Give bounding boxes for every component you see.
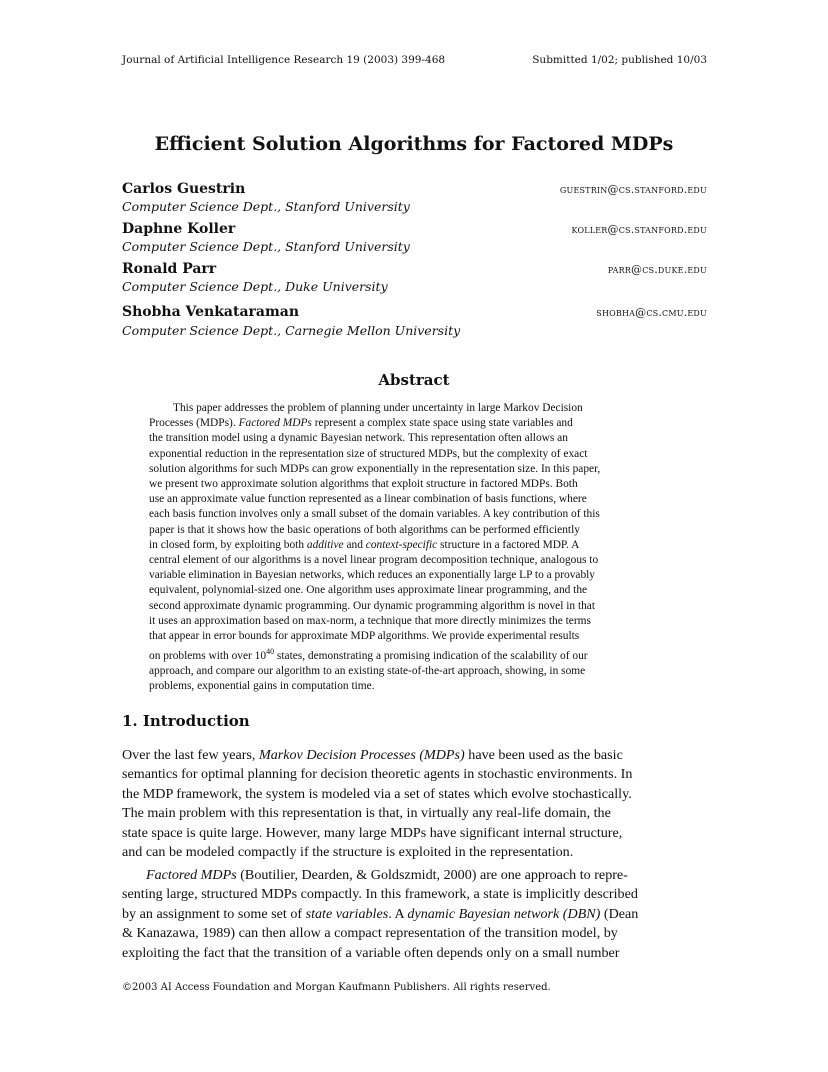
abstract-text: and xyxy=(346,538,363,551)
body-line: semantics for optimal planning for decision theoretic agents in stochastic environments. In xyxy=(122,766,633,783)
author-affiliation: Computer Science Dept., Stanford University xyxy=(122,239,410,254)
abstract-line: equivalent, polynomial-sized one. One algorithm uses approximate linear programming, and the xyxy=(149,584,588,597)
abstract-text: Processes (MDPs). xyxy=(149,417,236,430)
body-text: have been used as the basic xyxy=(468,747,623,763)
body-line: and can be modeled compactly if the structure is exploited in the representation. xyxy=(122,844,574,861)
abstract-text: structure in a factored MDP. A xyxy=(440,538,580,551)
body-line: senting large, structured MDPs compactly. In this framework, a state is implicitly described xyxy=(122,886,638,903)
intro-paragraph-2 xyxy=(122,866,708,963)
body-emphasis: Factored MDPs xyxy=(146,867,237,883)
abstract-text: states, demonstrating a promising indication of the scalability of our xyxy=(276,650,588,663)
body-emphasis: Markov Decision Processes (MDPs) xyxy=(258,747,465,763)
author-name: Daphne Koller xyxy=(122,221,236,237)
abstract-line: each basis function involves only a small subset of the domain variables. A key contribution of this xyxy=(149,508,600,521)
author-name: Ronald Parr xyxy=(122,261,217,277)
abstract-line: exponential reduction in the representation size of structured MDPs, but the complexity of exact xyxy=(149,447,588,460)
author-name: Carlos Guestrin xyxy=(122,181,246,197)
abstract-text: represent a complex state space using state variables and xyxy=(314,417,573,430)
body-line: exploiting the fact that the transition of a variable often depends only on a small number xyxy=(122,944,620,961)
abstract-body xyxy=(149,401,681,695)
body-line xyxy=(122,905,708,924)
abstract-emphasis: additive xyxy=(306,538,344,551)
author-name: Shobha Venkataraman xyxy=(122,304,300,320)
body-text: (Boutilier, Dearden, & Goldszmidt, 2000) are one approach to repre- xyxy=(240,867,628,883)
intro-paragraph-1 xyxy=(122,746,708,862)
abstract-line: use an approximate value function represented as a linear combination of basis functions, where xyxy=(149,493,587,506)
running-head-left: Journal of Artificial Intelligence Research 19 (2003) 399-468 xyxy=(122,54,446,66)
abstract-line: paper is that it shows how the basic operations of both algorithms can be performed efficiently xyxy=(149,523,580,536)
author-affiliation: Computer Science Dept., Carnegie Mellon University xyxy=(122,323,461,338)
author-email: shobha@cs.cmu.edu xyxy=(596,306,707,319)
body-text: . A xyxy=(388,905,404,922)
body-text: (Dean xyxy=(603,905,639,922)
body-emphasis: dynamic Bayesian network (DBN) xyxy=(407,905,601,922)
abstract-line: we present two approximate solution algorithms that exploit structure in factored MDPs. Both xyxy=(149,478,578,491)
abstract-text: on problems with over 10 xyxy=(149,650,267,663)
author-affiliation: Computer Science Dept., Duke University xyxy=(122,279,388,294)
copyright-footer: ©2003 AI Access Foundation and Morgan Kaufmann Publishers. All rights reserved. xyxy=(122,982,551,993)
body-line xyxy=(122,866,708,885)
body-line: & Kanazawa, 1989) can then allow a compact representation of the transition model, by xyxy=(122,925,618,942)
abstract-line xyxy=(149,538,681,553)
body-line: the MDP framework, the system is modeled via a set of states which evolve stochastically. xyxy=(122,785,632,802)
body-line: state space is quite large. However, many large MDPs have significant internal structure, xyxy=(122,824,623,841)
paper-title: Efficient Solution Algorithms for Factored MDPs xyxy=(154,133,674,155)
body-text: by an assignment to some set of xyxy=(122,905,303,922)
abstract-line: problems, exponential gains in computation time. xyxy=(149,680,375,693)
abstract-line: This paper addresses the problem of planning under uncertainty in large Markov Decision xyxy=(173,402,583,414)
abstract-line: solution algorithms for such MDPs can grow exponentially in the representation size. In this paper, xyxy=(149,462,601,475)
body-line xyxy=(122,746,708,765)
abstract-emphasis: context-specific xyxy=(365,538,438,551)
abstract-line: second approximate dynamic programming. Our dynamic programming algorithm is novel in that xyxy=(149,599,596,612)
abstract-line: central element of our algorithms is a novel linear program decomposition technique, analogous to xyxy=(149,554,599,567)
abstract-line: the transition model using a dynamic Bayesian network. This representation often allows an xyxy=(149,432,568,445)
abstract-line: variable elimination in Bayesian networks, which reduces an exponentially large LP to a provably xyxy=(149,569,596,582)
body-line: The main problem with this representation is that, in virtually any real-life domain, the xyxy=(122,805,611,822)
body-emphasis: state variables xyxy=(305,905,389,922)
abstract-line: it uses an approximation based on max-norm, a technique that more directly minimizes the terms xyxy=(149,614,591,627)
author-email: koller@cs.stanford.edu xyxy=(571,223,707,236)
abstract-line xyxy=(149,416,681,431)
abstract-line xyxy=(149,644,681,664)
running-head-right: Submitted 1/02; published 10/03 xyxy=(532,54,707,66)
abstract-superscript: 40 xyxy=(266,647,275,657)
body-text: Over the last few years, xyxy=(122,747,256,763)
abstract-heading: Abstract xyxy=(378,371,450,389)
author-email: guestrin@cs.stanford.edu xyxy=(559,183,707,196)
abstract-text: in closed form, by exploiting both xyxy=(149,538,305,551)
section-heading: 1. Introduction xyxy=(122,712,250,730)
author-email: parr@cs.duke.edu xyxy=(607,263,707,276)
author-affiliation: Computer Science Dept., Stanford University xyxy=(122,199,410,214)
abstract-emphasis: Factored MDPs xyxy=(238,417,312,430)
abstract-line: approach, and compare our algorithm to an existing state-of-the-art approach, showing, in some xyxy=(149,665,586,678)
abstract-line: that appear in error bounds for approximate MDP algorithms. We provide experimental results xyxy=(149,630,580,643)
